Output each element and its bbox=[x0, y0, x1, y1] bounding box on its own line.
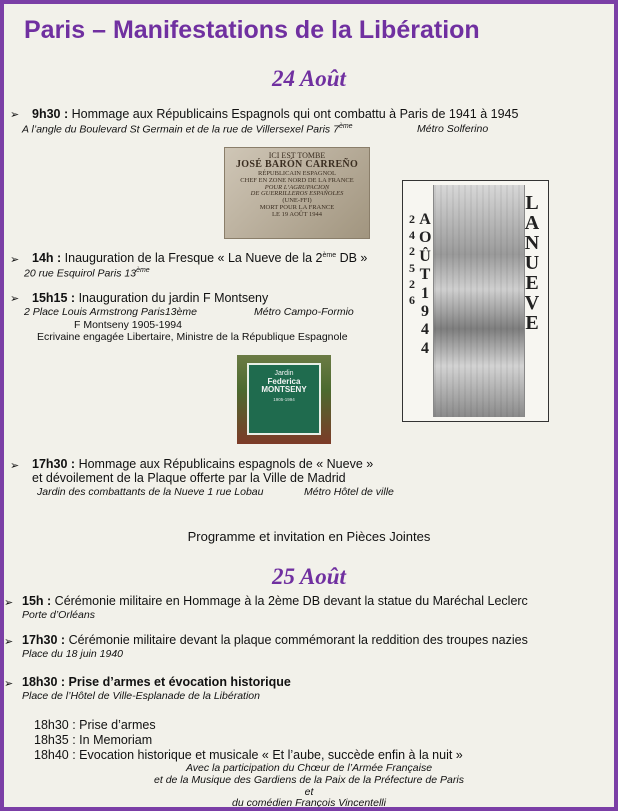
bullet-icon: ➢ bbox=[10, 254, 20, 266]
poster-title bbox=[524, 193, 540, 333]
plaque-line: LE 19 AOÛT 1944 bbox=[272, 210, 322, 218]
poster-day-digit: 2 bbox=[409, 276, 415, 291]
event-9h30-metro: Métro Solferino bbox=[417, 123, 489, 135]
poster-day-digit: 4 bbox=[409, 228, 415, 243]
plaque-line: ICI EST TOMBE bbox=[268, 151, 326, 160]
poster-date-letter: 4 bbox=[421, 321, 429, 339]
poster-days bbox=[407, 211, 417, 308]
poster-date-letter: A bbox=[419, 211, 431, 228]
event-text: Inauguration du jardin F Montseny bbox=[75, 291, 269, 305]
garden-sign-photo bbox=[237, 355, 331, 444]
event-text: Cérémonie militaire en Hommage à la 2ème DB devant la statue du Maréchal Leclerc bbox=[51, 594, 528, 608]
poster-title-letter: A bbox=[524, 212, 540, 234]
event-text: Inauguration de la Fresque « La Nueve de la 2 bbox=[61, 251, 323, 265]
attachments-note: Programme et invitation en Pièces Jointes bbox=[187, 529, 431, 544]
poster-day-digit: 5 bbox=[409, 260, 415, 275]
plaque-line: (UNE-FFI) bbox=[282, 197, 312, 205]
poster-day-digit: 2 bbox=[409, 212, 415, 226]
event-17h30-day2 bbox=[22, 633, 528, 647]
plaque-line: POUR L’AGRUPACION bbox=[264, 183, 330, 191]
event-17h30-place: Jardin des combattants de la Nueve 1 rue Lobau bbox=[37, 486, 264, 498]
poster-title-letter: N bbox=[524, 232, 540, 254]
event-15h15 bbox=[32, 291, 268, 305]
sign-line: 1905-1994 bbox=[273, 397, 295, 403]
poster-date-letter: 9 bbox=[421, 302, 429, 320]
montseny-description: Ecrivaine engagée Libertaire, Ministre de la République Espagnole bbox=[37, 331, 348, 343]
bullet-icon: ➢ bbox=[10, 109, 20, 121]
event-15h15-place: 2 Place Louis Armstrong Paris13ème bbox=[24, 306, 197, 318]
poster-date-letter: O bbox=[419, 229, 432, 247]
plaque-line: CHEF EN ZONE NORD DE LA FRANCE bbox=[240, 176, 354, 184]
event-17h30-day2-place: Place du 18 juin 1940 bbox=[22, 648, 123, 660]
event-place: 20 rue Esquirol Paris 13 bbox=[24, 267, 137, 280]
event-15h-place: Porte d’Orléans bbox=[22, 609, 95, 621]
event-time: 17h30 : bbox=[22, 633, 66, 647]
event-text: DB » bbox=[336, 251, 368, 265]
place-sup: ème bbox=[136, 267, 150, 274]
event-9h30 bbox=[32, 107, 518, 121]
event-text: Hommage aux Républicains Espagnols qui ont combattu à Paris de 1941 à 1945 bbox=[68, 107, 519, 121]
event-14h bbox=[32, 251, 367, 265]
la-nueve-poster bbox=[402, 180, 549, 422]
event-17h30 bbox=[32, 457, 373, 471]
poster-date-letter: 1 bbox=[421, 284, 429, 302]
event-17h30-line2: et dévoilement de la Plaque offerte par la Ville de Madrid bbox=[32, 471, 346, 485]
event-time: 15h : bbox=[22, 594, 52, 608]
poster-title-letter: U bbox=[524, 252, 540, 274]
program-item-1: 18h30 : Prise d’armes bbox=[34, 718, 156, 732]
bullet-icon: ➢ bbox=[10, 293, 20, 305]
event-text: Cérémonie militaire devant la plaque commémorant la reddition des troupes nazies bbox=[65, 633, 528, 647]
event-place: A l’angle du Boulevard St Germain et de la rue de Villersexel Paris 7 bbox=[22, 123, 339, 136]
date-heading-25: 25 Août bbox=[272, 564, 346, 589]
credits-line-2: et de la Musique des Gardiens de la Paix de la Préfecture de Paris bbox=[154, 774, 464, 786]
event-15h15-metro: Métro Campo-Formio bbox=[254, 306, 354, 318]
place-sup: ème bbox=[338, 123, 353, 130]
garden-sign bbox=[247, 363, 321, 435]
event-time: 9h30 : bbox=[32, 107, 69, 121]
sign-line: Federica MONTSENY bbox=[261, 376, 307, 395]
event-time: 15h15 : bbox=[32, 291, 76, 305]
program-item-3: 18h40 : Evocation historique et musicale « Et l’aube, succède enfin à la nuit » bbox=[34, 748, 463, 762]
event-9h30-place bbox=[22, 123, 353, 136]
plaque-line: RÉPUBLICAIN ESPAGNOL bbox=[258, 169, 336, 177]
poster-illustration bbox=[433, 185, 525, 417]
event-time: 17h30 : bbox=[32, 457, 76, 471]
date-heading-24: 24 Août bbox=[272, 66, 346, 91]
event-17h30-metro: Métro Hôtel de ville bbox=[304, 486, 394, 498]
poster-date-letter: Û bbox=[419, 247, 431, 265]
plaque-line: JOSÉ BARÓN CARREÑO bbox=[235, 159, 359, 171]
program-item-2: 18h35 : In Memoriam bbox=[34, 733, 153, 747]
montseny-name: F Montseny 1905-1994 bbox=[74, 319, 182, 331]
credits-line-3: et bbox=[304, 786, 314, 798]
poster-day-digit: 2 bbox=[409, 244, 415, 259]
poster-day-digit: 6 bbox=[409, 292, 415, 307]
poster-title-letter: V bbox=[524, 292, 540, 314]
page-title: Paris – Manifestations de la Libération bbox=[24, 16, 480, 44]
poster-date-letter: 4 bbox=[421, 339, 429, 357]
bullet-icon: ➢ bbox=[4, 597, 14, 609]
bullet-icon: ➢ bbox=[4, 636, 14, 648]
bullet-icon: ➢ bbox=[4, 678, 14, 690]
event-18h30: 18h30 : Prise d’armes et évocation historique bbox=[22, 675, 291, 689]
plaque-line: DE GUERRILLEROS ESPAÑOLES bbox=[250, 190, 344, 198]
bullet-icon: ➢ bbox=[10, 460, 20, 472]
text-sup: ème bbox=[322, 251, 337, 259]
credits-line-1: Avec la participation du Chœur de l’Armée Française bbox=[185, 762, 433, 774]
poster-date-letter: T bbox=[419, 266, 431, 284]
event-text: Hommage aux Républicains espagnols de « Nueve » bbox=[75, 457, 374, 471]
poster-date bbox=[419, 211, 431, 358]
event-14h-place bbox=[24, 267, 150, 280]
credits-line-4: du comédien François Vincentelli bbox=[232, 797, 386, 809]
event-15h bbox=[22, 594, 528, 608]
event-18h30-place: Place de l’Hôtel de Ville-Esplanade de la Libération bbox=[22, 690, 260, 702]
sign-line: Jardin bbox=[274, 370, 294, 377]
plaque-photo bbox=[224, 147, 370, 239]
poster-title-letter: E bbox=[525, 272, 539, 294]
plaque-line: MORT POUR LA FRANCE bbox=[259, 203, 335, 211]
poster-title-letter: L bbox=[525, 192, 539, 214]
poster-title-letter: E bbox=[525, 312, 539, 334]
event-time: 14h : bbox=[32, 251, 62, 265]
